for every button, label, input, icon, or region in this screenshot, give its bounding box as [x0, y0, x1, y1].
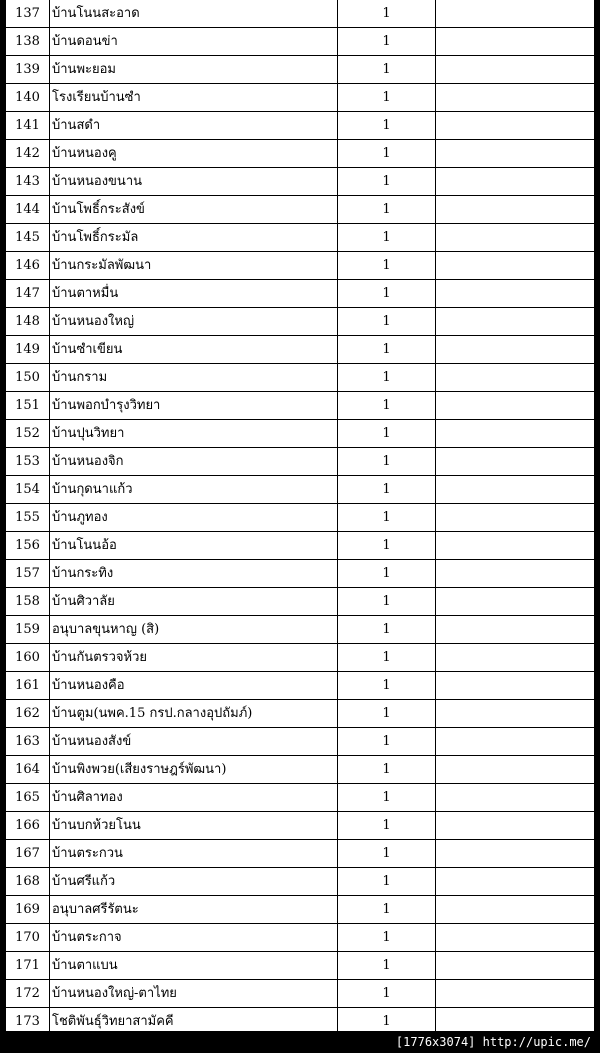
table-row [6, 784, 595, 812]
row-number-cell: 142 [6, 140, 50, 168]
note-cell [436, 644, 595, 672]
school-name-cell: บ้านโนนอ้อ [50, 532, 338, 560]
table-row [6, 812, 595, 840]
quantity-cell: 1 [338, 476, 436, 504]
school-name-cell: บ้านปุนวิทยา [50, 420, 338, 448]
table-row [6, 0, 595, 28]
row-number-cell: 148 [6, 308, 50, 336]
note-cell [436, 112, 595, 140]
table-row [6, 840, 595, 868]
quantity-cell: 1 [338, 728, 436, 756]
row-number-cell: 161 [6, 672, 50, 700]
note-cell [436, 728, 595, 756]
school-name-cell: บ้านตาแบน [50, 952, 338, 980]
table-row [6, 952, 595, 980]
note-cell [436, 504, 595, 532]
table-row [6, 140, 595, 168]
row-number-cell: 159 [6, 616, 50, 644]
note-cell [436, 868, 595, 896]
quantity-cell: 1 [338, 280, 436, 308]
note-cell [436, 392, 595, 420]
note-cell [436, 56, 595, 84]
school-name-cell: อนุบาลขุนหาญ (สิ) [50, 616, 338, 644]
school-name-cell: โชติพันธุ์วิทยาสามัคคี [50, 1008, 338, 1032]
school-name-cell: บ้านโพธิ์กระมัล [50, 224, 338, 252]
table-row [6, 980, 595, 1008]
table-row [6, 896, 595, 924]
table-row [6, 1008, 595, 1032]
school-name-cell: บ้านตูม(นพค.15 กรป.กลางอุปถัมภ์) [50, 700, 338, 728]
document-page [5, 0, 595, 1031]
quantity-cell: 1 [338, 700, 436, 728]
school-name-cell: บ้านโนนสะอาด [50, 0, 338, 28]
table-row [6, 728, 595, 756]
table-row [6, 532, 595, 560]
school-name-cell: บ้านหนองคือ [50, 672, 338, 700]
row-number-cell: 153 [6, 448, 50, 476]
row-number-cell: 157 [6, 560, 50, 588]
quantity-cell: 1 [338, 616, 436, 644]
quantity-cell: 1 [338, 336, 436, 364]
note-cell [436, 896, 595, 924]
quantity-cell: 1 [338, 560, 436, 588]
note-cell [436, 420, 595, 448]
note-cell [436, 980, 595, 1008]
school-name-cell: บ้านกระทิง [50, 560, 338, 588]
school-name-cell: บ้านซำเขียน [50, 336, 338, 364]
quantity-cell: 1 [338, 644, 436, 672]
row-number-cell: 173 [6, 1008, 50, 1032]
quantity-cell: 1 [338, 588, 436, 616]
table-row [6, 364, 595, 392]
table-row [6, 112, 595, 140]
school-name-cell: บ้านกระมัลพัฒนา [50, 252, 338, 280]
quantity-cell: 1 [338, 196, 436, 224]
note-cell [436, 364, 595, 392]
quantity-cell: 1 [338, 364, 436, 392]
table-row [6, 280, 595, 308]
school-name-cell: บ้านพะยอม [50, 56, 338, 84]
note-cell [436, 280, 595, 308]
table-row [6, 84, 595, 112]
row-number-cell: 160 [6, 644, 50, 672]
school-name-cell: บ้านหนองจิก [50, 448, 338, 476]
table-row [6, 308, 595, 336]
watermark-label: [1776x3074] http://upic.me/ [393, 1034, 594, 1050]
table-row [6, 28, 595, 56]
quantity-cell: 1 [338, 840, 436, 868]
row-number-cell: 170 [6, 924, 50, 952]
row-number-cell: 164 [6, 756, 50, 784]
quantity-cell: 1 [338, 784, 436, 812]
school-name-cell: บ้านศิลาทอง [50, 784, 338, 812]
school-name-cell: บ้านพอกบำรุงวิทยา [50, 392, 338, 420]
quantity-cell: 1 [338, 308, 436, 336]
row-number-cell: 147 [6, 280, 50, 308]
note-cell [436, 448, 595, 476]
row-number-cell: 150 [6, 364, 50, 392]
quantity-cell: 1 [338, 924, 436, 952]
table-row [6, 224, 595, 252]
quantity-cell: 1 [338, 140, 436, 168]
school-name-cell: บ้านตาหมื่น [50, 280, 338, 308]
note-cell [436, 168, 595, 196]
quantity-cell: 1 [338, 224, 436, 252]
quantity-cell: 1 [338, 672, 436, 700]
school-name-cell: บ้านหนองคู [50, 140, 338, 168]
note-cell [436, 84, 595, 112]
row-number-cell: 158 [6, 588, 50, 616]
row-number-cell: 171 [6, 952, 50, 980]
quantity-cell: 1 [338, 756, 436, 784]
table-row [6, 672, 595, 700]
table-row [6, 588, 595, 616]
table-row [6, 420, 595, 448]
row-number-cell: 149 [6, 336, 50, 364]
note-cell [436, 924, 595, 952]
note-cell [436, 840, 595, 868]
row-number-cell: 143 [6, 168, 50, 196]
quantity-cell: 1 [338, 84, 436, 112]
row-number-cell: 139 [6, 56, 50, 84]
quantity-cell: 1 [338, 532, 436, 560]
row-number-cell: 165 [6, 784, 50, 812]
table-row [6, 56, 595, 84]
school-name-cell: บ้านดอนข่า [50, 28, 338, 56]
row-number-cell: 144 [6, 196, 50, 224]
row-number-cell: 162 [6, 700, 50, 728]
row-number-cell: 152 [6, 420, 50, 448]
note-cell [436, 672, 595, 700]
table-row [6, 616, 595, 644]
table-body [6, 0, 595, 1031]
quantity-cell: 1 [338, 812, 436, 840]
note-cell [436, 336, 595, 364]
row-number-cell: 167 [6, 840, 50, 868]
note-cell [436, 616, 595, 644]
row-number-cell: 138 [6, 28, 50, 56]
table-row [6, 392, 595, 420]
row-number-cell: 154 [6, 476, 50, 504]
table-row [6, 168, 595, 196]
quantity-cell: 1 [338, 168, 436, 196]
note-cell [436, 476, 595, 504]
row-number-cell: 156 [6, 532, 50, 560]
note-cell [436, 140, 595, 168]
school-name-cell: บ้านพิงพวย(เสียงราษฎร์พัฒนา) [50, 756, 338, 784]
school-name-cell: บ้านศรีแก้ว [50, 868, 338, 896]
note-cell [436, 252, 595, 280]
school-name-cell: บ้านกันตรวจห้วย [50, 644, 338, 672]
table-row [6, 644, 595, 672]
quantity-cell: 1 [338, 1008, 436, 1032]
school-name-cell: อนุบาลศรีรัตนะ [50, 896, 338, 924]
table-row [6, 756, 595, 784]
school-name-cell: บ้านกุดนาแก้ว [50, 476, 338, 504]
quantity-cell: 1 [338, 56, 436, 84]
quantity-cell: 1 [338, 0, 436, 28]
row-number-cell: 137 [6, 0, 50, 28]
table-row [6, 868, 595, 896]
school-name-cell: บ้านสดำ [50, 112, 338, 140]
row-number-cell: 151 [6, 392, 50, 420]
table-row [6, 504, 595, 532]
quantity-cell: 1 [338, 112, 436, 140]
note-cell [436, 308, 595, 336]
quantity-cell: 1 [338, 420, 436, 448]
table-row [6, 448, 595, 476]
row-number-cell: 155 [6, 504, 50, 532]
school-name-cell: บ้านบกห้วยโนน [50, 812, 338, 840]
note-cell [436, 588, 595, 616]
quantity-cell: 1 [338, 252, 436, 280]
school-name-cell: โรงเรียนบ้านซำ [50, 84, 338, 112]
school-name-cell: บ้านโพธิ์กระสังข์ [50, 196, 338, 224]
table-row [6, 700, 595, 728]
table-row [6, 924, 595, 952]
school-table [5, 0, 595, 1031]
note-cell [436, 756, 595, 784]
table-row [6, 560, 595, 588]
quantity-cell: 1 [338, 504, 436, 532]
school-name-cell: บ้านตระกาจ [50, 924, 338, 952]
row-number-cell: 166 [6, 812, 50, 840]
note-cell [436, 1008, 595, 1032]
row-number-cell: 163 [6, 728, 50, 756]
table-row [6, 336, 595, 364]
quantity-cell: 1 [338, 952, 436, 980]
table-row [6, 476, 595, 504]
note-cell [436, 952, 595, 980]
row-number-cell: 168 [6, 868, 50, 896]
row-number-cell: 172 [6, 980, 50, 1008]
row-number-cell: 141 [6, 112, 50, 140]
note-cell [436, 196, 595, 224]
note-cell [436, 0, 595, 28]
row-number-cell: 169 [6, 896, 50, 924]
note-cell [436, 224, 595, 252]
school-name-cell: บ้านกราม [50, 364, 338, 392]
row-number-cell: 145 [6, 224, 50, 252]
note-cell [436, 784, 595, 812]
school-name-cell: บ้านหนองขนาน [50, 168, 338, 196]
note-cell [436, 812, 595, 840]
school-name-cell: บ้านตระกวน [50, 840, 338, 868]
quantity-cell: 1 [338, 896, 436, 924]
quantity-cell: 1 [338, 28, 436, 56]
quantity-cell: 1 [338, 392, 436, 420]
row-number-cell: 146 [6, 252, 50, 280]
note-cell [436, 28, 595, 56]
quantity-cell: 1 [338, 448, 436, 476]
row-number-cell: 140 [6, 84, 50, 112]
note-cell [436, 532, 595, 560]
school-name-cell: บ้านศิวาลัย [50, 588, 338, 616]
quantity-cell: 1 [338, 980, 436, 1008]
school-name-cell: บ้านหนองสังข์ [50, 728, 338, 756]
school-name-cell: บ้านหนองใหญ่-ตาไทย [50, 980, 338, 1008]
quantity-cell: 1 [338, 868, 436, 896]
school-name-cell: บ้านภูทอง [50, 504, 338, 532]
table-row [6, 196, 595, 224]
note-cell [436, 560, 595, 588]
table-row [6, 252, 595, 280]
school-name-cell: บ้านหนองใหญ่ [50, 308, 338, 336]
note-cell [436, 700, 595, 728]
